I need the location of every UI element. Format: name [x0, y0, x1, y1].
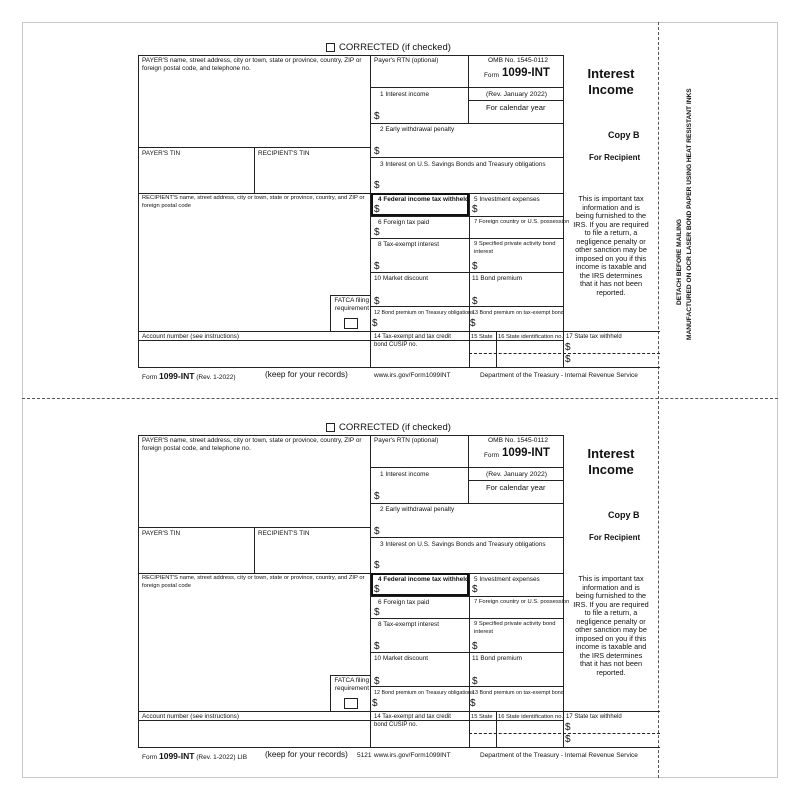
form-number: 1099-INT — [502, 447, 550, 459]
box5-dollar: $ — [472, 204, 478, 215]
footer-department: Department of the Treasury - Internal Revenue Service — [480, 752, 638, 759]
box9-label: 9 Specified private activity bond interest — [474, 241, 556, 255]
box12-dollar: $ — [372, 698, 378, 709]
copy-label: Copy B — [608, 510, 640, 520]
recipient-name-label: RECIPIENT'S name, street address, city or town, state or province, country, and ZIP or foreign postal code — [142, 195, 365, 209]
manufacturing-notice: MANUFACTURED ON OCR LASER BOND PAPER USING HEAT RESISTANT INKS — [686, 88, 693, 340]
fatca-checkbox[interactable] — [344, 318, 358, 329]
footer-url: www.irs.gov/Form1099INT — [374, 752, 451, 759]
box12-label: 12 Bond premium on Treasury obligations — [374, 690, 474, 696]
box2-label: 2 Early withdrawal penalty — [380, 126, 455, 133]
account-number-label: Account number (see instructions) — [142, 713, 239, 720]
box9-label: 9 Specified private activity bond interest — [474, 621, 556, 635]
box12-label: 12 Bond premium on Treasury obligations — [374, 310, 474, 316]
box1-label: 1 Interest income — [380, 91, 430, 98]
box2-dollar: $ — [374, 146, 380, 157]
form-title-line2: Income — [588, 82, 634, 97]
box7-label: 7 Foreign country or U.S. possession — [474, 599, 570, 605]
corrected-checkbox[interactable] — [326, 43, 335, 52]
fatca-label: FATCA filing requirement — [334, 677, 369, 692]
box11-label: 11 Bond premium — [472, 655, 522, 662]
box3-label: 3 Interest on U.S. Savings Bonds and Treasury obligations — [380, 161, 546, 168]
payer-rtn-label: Payer's RTN (optional) — [374, 437, 439, 444]
box3-dollar: $ — [374, 180, 380, 191]
box8-label: 8 Tax-exempt interest — [378, 241, 439, 248]
box5-dollar: $ — [472, 584, 478, 595]
footer-keep-records: (keep for your records) — [265, 750, 348, 759]
box17-dollar-1: $ — [565, 722, 571, 733]
box17-dollar-2: $ — [565, 354, 571, 365]
for-recipient-label: For Recipient — [589, 533, 641, 542]
box4-label: 4 Federal income tax withheld — [378, 196, 469, 203]
box6-label: 6 Foreign tax paid — [378, 219, 430, 226]
box13-label: 13 Bond premium on tax-exempt bond — [472, 310, 564, 316]
detach-notice: DETACH BEFORE MAILING — [676, 219, 683, 305]
fatca-checkbox[interactable] — [344, 698, 358, 709]
box8-dollar: $ — [374, 641, 380, 652]
box1-dollar: $ — [374, 111, 380, 122]
box10-dollar: $ — [374, 296, 380, 307]
footer-keep-records: (keep for your records) — [265, 370, 348, 379]
recipient-name-label: RECIPIENT'S name, street address, city or town, state or province, country, and ZIP or foreign postal code — [142, 575, 365, 589]
box8-dollar: $ — [374, 261, 380, 272]
box11-label: 11 Bond premium — [472, 275, 522, 282]
footer-form-id: Form 1099-INT (Rev. 1-2022) LIB — [142, 751, 248, 761]
for-recipient-label: For Recipient — [589, 153, 641, 162]
box3-label: 3 Interest on U.S. Savings Bonds and Treasury obligations — [380, 541, 546, 548]
box5-label: 5 Investment expenses — [474, 576, 540, 583]
box9-dollar: $ — [472, 261, 478, 272]
box17-label: 17 State tax withheld — [566, 334, 622, 340]
recipient-tin-label: RECIPIENT'S TIN — [258, 530, 310, 537]
form-word: Form — [484, 452, 499, 459]
form-word: Form — [484, 72, 499, 79]
omb-number: OMB No. 1545-0112 — [488, 57, 548, 64]
revision-label: (Rev. January 2022) — [486, 91, 548, 98]
box6-dollar: $ — [374, 227, 380, 238]
corrected-label: CORRECTED (if checked) — [339, 42, 451, 53]
omb-number: OMB No. 1545-0112 — [488, 437, 548, 444]
footer-form-id: Form 1099-INT (Rev. 1-2022) — [142, 371, 236, 381]
tax-notice: This is important tax information and is being furnished to the IRS. If you are required to file a return, a negligence penalty or other sanction may be imposed on you if this income is taxable and the IRS determines that it has not been reported. — [573, 574, 649, 677]
box15-label: 15 State — [471, 714, 493, 720]
box1-dollar: $ — [374, 491, 380, 502]
box7-label: 7 Foreign country or U.S. possession — [474, 219, 570, 225]
payer-tin-label: PAYER'S TIN — [142, 530, 181, 537]
box4-dollar: $ — [374, 584, 380, 595]
footer-code: 5121 — [357, 752, 372, 759]
box3-dollar: $ — [374, 560, 380, 571]
box16-label: 16 State identification no. — [498, 714, 564, 720]
box6-dollar: $ — [374, 607, 380, 618]
box5-label: 5 Investment expenses — [474, 196, 540, 203]
copy-label: Copy B — [608, 130, 640, 140]
calendar-year-label: For calendar year — [486, 483, 546, 492]
fatca-label: FATCA filing requirement — [334, 297, 369, 312]
box15-label: 15 State — [471, 334, 493, 340]
form-title-line1: Interest — [587, 66, 635, 81]
form-number: 1099-INT — [502, 67, 550, 79]
box1-label: 1 Interest income — [380, 471, 430, 478]
corrected-label: CORRECTED (if checked) — [339, 422, 451, 433]
box11-dollar: $ — [472, 296, 478, 307]
corrected-checkbox[interactable] — [326, 423, 335, 432]
revision-label: (Rev. January 2022) — [486, 471, 548, 478]
box13-dollar: $ — [470, 318, 476, 329]
box6-label: 6 Foreign tax paid — [378, 599, 430, 606]
box8-label: 8 Tax-exempt interest — [378, 621, 439, 628]
tax-notice: This is important tax information and is being furnished to the IRS. If you are required to file a return, a negligence penalty or other sanction may be imposed on you if this income is taxable and the IRS determines that it has not been reported. — [573, 194, 649, 297]
box16-label: 16 State identification no. — [498, 334, 564, 340]
box2-dollar: $ — [374, 526, 380, 537]
footer-department: Department of the Treasury - Internal Revenue Service — [480, 372, 638, 379]
form-title-line2: Income — [588, 462, 634, 477]
box10-label: 10 Market discount — [374, 655, 428, 662]
box11-dollar: $ — [472, 676, 478, 687]
payer-name-label: PAYER'S name, street address, city or town, state or province, country, ZIP or foreign postal code, and telephone no. — [142, 57, 362, 72]
payer-name-label: PAYER'S name, street address, city or town, state or province, country, ZIP or foreign postal code, and telephone no. — [142, 437, 362, 452]
box4-dollar: $ — [374, 204, 380, 215]
box10-label: 10 Market discount — [374, 275, 428, 282]
calendar-year-label: For calendar year — [486, 103, 546, 112]
box13-label: 13 Bond premium on tax-exempt bond — [472, 690, 564, 696]
box17-label: 17 State tax withheld — [566, 714, 622, 720]
box14-label: 14 Tax-exempt and tax credit bond CUSIP no. — [374, 334, 451, 348]
form-1099-int-lower — [0, 380, 800, 761]
box10-dollar: $ — [374, 676, 380, 687]
recipient-tin-label: RECIPIENT'S TIN — [258, 150, 310, 157]
box4-label: 4 Federal income tax withheld — [378, 576, 469, 583]
box17-dollar-2: $ — [565, 734, 571, 745]
box14-label: 14 Tax-exempt and tax credit bond CUSIP no. — [374, 714, 451, 728]
payer-rtn-label: Payer's RTN (optional) — [374, 57, 439, 64]
form-title-line1: Interest — [587, 446, 635, 461]
account-number-label: Account number (see instructions) — [142, 333, 239, 340]
box9-dollar: $ — [472, 641, 478, 652]
payer-tin-label: PAYER'S TIN — [142, 150, 181, 157]
box17-dollar-1: $ — [565, 342, 571, 353]
box2-label: 2 Early withdrawal penalty — [380, 506, 455, 513]
box12-dollar: $ — [372, 318, 378, 329]
form-1099-int-upper — [0, 0, 800, 381]
box13-dollar: $ — [470, 698, 476, 709]
footer-url: www.irs.gov/Form1099INT — [374, 372, 451, 379]
